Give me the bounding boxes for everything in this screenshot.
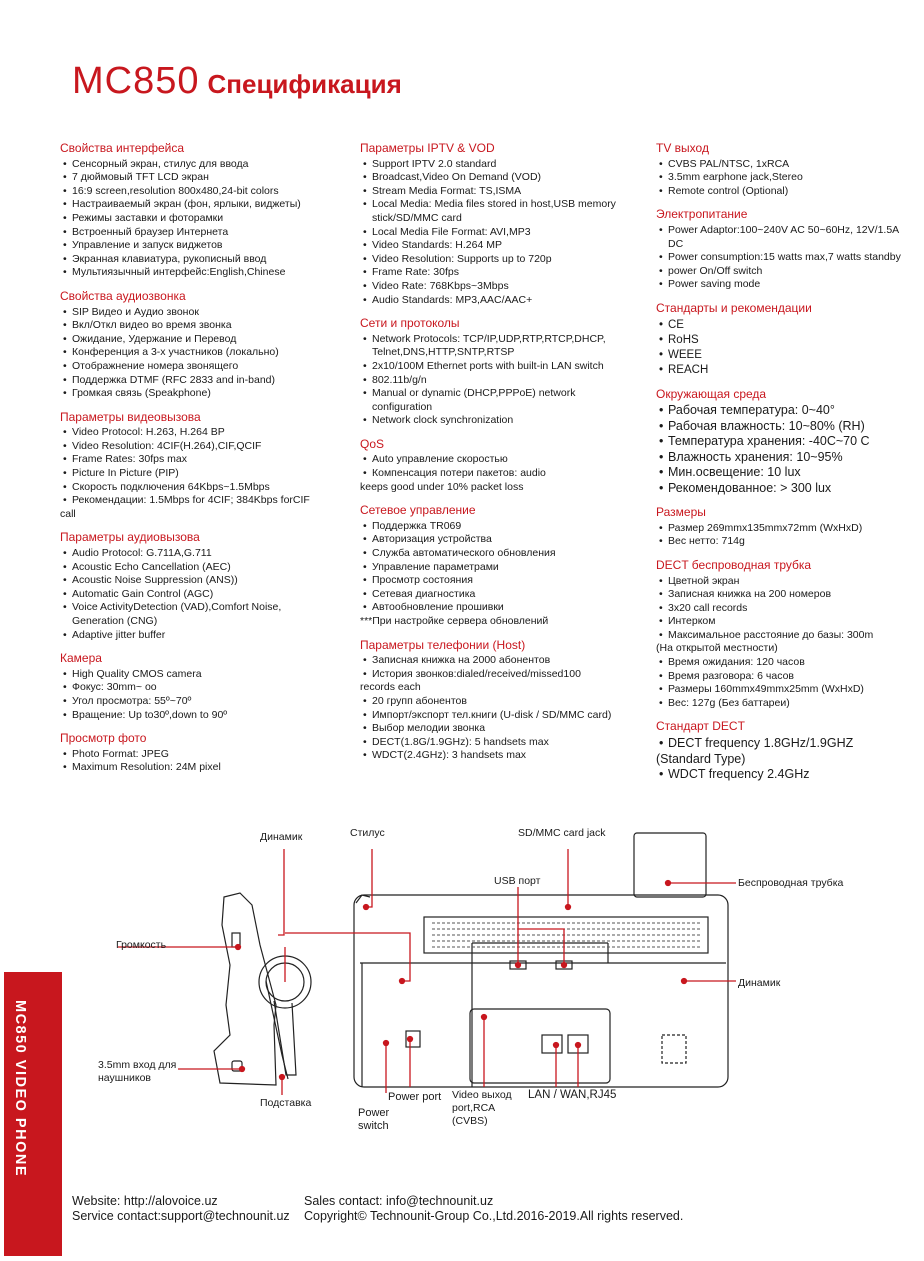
spec-item: • SIP Видео и Аудио звонок <box>60 306 330 320</box>
section-heading: Просмотр фото <box>60 731 147 746</box>
model-name: MC850 <box>72 60 200 102</box>
label-speaker-right: Динамик <box>738 977 781 989</box>
spec-list <box>60 547 330 642</box>
spec-list <box>360 158 625 308</box>
spec-item-continuation: keeps good under 10% packet loss <box>360 480 524 493</box>
spec-section <box>60 411 330 522</box>
label-volume: Громкость <box>116 939 167 951</box>
spec-item: • Скорость подключения 64Kbps~1.5Mbps <box>60 481 330 495</box>
spec-item: • Вес: 127g (Без баттареи) <box>656 697 901 711</box>
spec-item: • 16:9 screen,resolution 800x480,24-bit colors <box>60 185 330 199</box>
footer-copyright: Copyright© Technounit-Group Co.,Ltd.2016-2019.All rights reserved. <box>304 1209 684 1223</box>
spec-column-1 <box>60 142 330 785</box>
spec-item: • Support IPTV 2.0 standard <box>360 158 625 172</box>
spec-item: • Frame Rate: 30fps <box>360 266 625 280</box>
spec-item: • Photo Format: JPEG <box>60 748 330 762</box>
section-heading: Параметры аудиовызова <box>60 530 200 545</box>
section-heading: Свойства интерфейса <box>60 141 184 155</box>
spec-item: • 2x10/100M Ethernet ports with built-in LAN switch <box>360 360 625 374</box>
spec-item: • Voice ActivityDetection (VAD),Comfort Noise, Generation (CNG) <box>60 601 330 628</box>
spec-list <box>656 522 901 549</box>
footer-left <box>72 1194 290 1224</box>
footer-sales[interactable]: Sales contact: info@technounit.uz <box>304 1194 494 1208</box>
section-heading: Стандарты и рекомендации <box>656 300 812 315</box>
label-stylus: Стилус <box>350 827 385 839</box>
label-headphones: 3.5mm вход для наушников <box>98 1059 177 1084</box>
spec-section <box>656 720 901 782</box>
spec-item: • Video Rate: 768Kbps~3Mbps <box>360 280 625 294</box>
spec-item: • Просмотр состояния <box>360 574 625 588</box>
spec-item: • DECT(1.8G/1.9GHz): 5 handsets max <box>360 736 625 750</box>
spec-item: • Remote control (Optional) <box>656 185 901 199</box>
spec-item: • Настраиваемый экран (фон, ярлыки, виджеты) <box>60 198 330 212</box>
spec-item: • Влажность хранения: 10~95% <box>656 450 901 466</box>
spec-item: • Вес нетто: 714g <box>656 535 901 549</box>
spec-item: • 3.5mm earphone jack,Stereo <box>656 171 901 185</box>
spec-item: • Automatic Gain Control (AGC) <box>60 588 330 602</box>
spec-item: • Maximum Resolution: 24M pixel <box>60 761 330 775</box>
spec-item: • Импорт/экспорт тел.книги (U-disk / SD/MMC card) <box>360 709 625 723</box>
spec-item: • Audio Protocol: G.711A,G.711 <box>60 547 330 561</box>
side-banner <box>4 972 62 1256</box>
page-title <box>72 60 402 103</box>
spec-item: • 20 групп абонентов <box>360 695 625 709</box>
spec-item: • Максимальное расстояние до базы: 300m <box>656 629 901 643</box>
spec-item: • Цветной экран <box>656 575 901 589</box>
spec-item-continuation: (Standard Type) <box>656 751 746 766</box>
spec-section <box>656 559 901 711</box>
spec-list <box>60 748 330 775</box>
spec-item: • Frame Rates: 30fps max <box>60 453 330 467</box>
spec-item: • Power Adaptor:100~240V AC 50~60Hz, 12V/1.5A DC <box>656 224 901 251</box>
section-heading: Сети и протоколы <box>360 316 460 331</box>
spec-item: • Сенсорный экран, стилус для ввода <box>60 158 330 172</box>
spec-item: • Управление и запуск виджетов <box>60 239 330 253</box>
section-heading: QoS <box>360 436 385 451</box>
label-handset: Беспроводная трубка <box>738 877 844 889</box>
label-usb: USB порт <box>494 875 541 887</box>
spec-list <box>656 224 901 292</box>
spec-item: • Компенсация потери пакетов: audio <box>360 467 625 481</box>
spec-item: • 802.11b/g/n <box>360 374 625 388</box>
spec-item: • Поддержка TR069 <box>360 520 625 534</box>
spec-item: • Acoustic Noise Suppression (ANS)) <box>60 574 330 588</box>
handset <box>634 833 706 897</box>
label-lan: LAN / WAN,RJ45 <box>528 1089 617 1101</box>
spec-item: • Power consumption:15 watts max,7 watts standby <box>656 251 901 265</box>
spec-item: • 3x20 call records <box>656 602 901 616</box>
footer-right <box>304 1194 683 1224</box>
spec-list <box>656 575 901 711</box>
spec-column-3 <box>656 142 901 793</box>
spec-item: • История звонков:dialed/received/missed100 <box>360 668 625 682</box>
footer-service[interactable]: Service contact:support@technounit.uz <box>72 1209 290 1223</box>
spec-item: • Broadcast,Video On Demand (VOD) <box>360 171 625 185</box>
spec-item: • Local Media File Format: AVI,MP3 <box>360 226 625 240</box>
spec-item: • Угол просмотра: 55º~70º <box>60 695 330 709</box>
spec-item: • Рекомендации: 1.5Mbps for 4CIF; 384Kbps forCIF <box>60 494 330 508</box>
spec-section <box>60 732 330 775</box>
spec-section <box>60 142 330 280</box>
back-panel <box>470 1009 610 1083</box>
spec-item: • Auto управление скоростью <box>360 453 625 467</box>
spec-item: • Adaptive jitter buffer <box>60 629 330 643</box>
spec-item: • Выбор мелодии звонка <box>360 722 625 736</box>
section-heading: Электропитание <box>656 207 748 222</box>
spec-item: • WDCT frequency 2.4GHz <box>656 767 901 783</box>
spec-item: • Фокус: 30mm~ oo <box>60 681 330 695</box>
section-heading: Окружающая среда <box>656 386 767 401</box>
spec-section <box>360 438 625 494</box>
section-heading: Параметры IPTV & VOD <box>360 141 495 155</box>
spec-item: • Встроенный браузер Интернета <box>60 226 330 240</box>
label-sdcard: SD/MMC card jack <box>518 827 606 839</box>
section-heading: Размеры <box>656 505 706 520</box>
side-banner-text: MC850 VIDEO PHONE <box>12 1000 28 1177</box>
spec-section <box>656 208 901 292</box>
spec-section <box>60 290 330 401</box>
spec-item: • Audio Standards: MP3,AAC/AAC+ <box>360 294 625 308</box>
spec-list <box>60 158 330 280</box>
spec-list <box>360 333 625 428</box>
spec-item-continuation: records each <box>360 681 421 694</box>
spec-item: • Громкая связь (Speakphone) <box>60 387 330 401</box>
spec-item: • CE <box>656 318 901 333</box>
label-speaker-left: Динамик <box>260 831 303 843</box>
spec-item: • Записная книжка на 2000 абонентов <box>360 654 625 668</box>
spec-section <box>360 504 625 628</box>
spec-item: • Video Resolution: 4CIF(H.264),CIF,QCIF <box>60 440 330 454</box>
spec-item: • Служба автоматического обновления <box>360 547 625 561</box>
spec-list <box>360 520 625 629</box>
spec-item: • Интерком <box>656 615 901 629</box>
spec-section <box>656 142 901 198</box>
label-video-out: Video выход port,RCA (CVBS) <box>452 1089 512 1127</box>
spec-item: • Video Resolution: Supports up to 720p <box>360 253 625 267</box>
spec-item: • Время разговора: 6 часов <box>656 670 901 684</box>
spec-item: • Размер 269mmx135mmx72mm (WxHxD) <box>656 522 901 536</box>
section-heading: Стандарт DECT <box>656 719 745 734</box>
spec-item: • RoHS <box>656 333 901 348</box>
title-spec: Спецификация <box>207 69 402 99</box>
spec-item: • CVBS PAL/NTSC, 1xRCA <box>656 158 901 172</box>
spec-item: • Network clock synchronization <box>360 414 625 428</box>
spec-item: • WDCT(2.4GHz): 3 handsets max <box>360 749 625 763</box>
section-heading: Свойства аудиозвонка <box>60 288 186 303</box>
spec-item: • Вкл/Откл видео во время звонка <box>60 319 330 333</box>
device-diagram <box>90 825 860 1145</box>
spec-item-continuation: ***При настройке сервера обновлений <box>360 615 549 627</box>
spec-list <box>60 306 330 401</box>
spec-list <box>656 158 901 199</box>
spec-item: • Рабочая влажность: 10~80% (RH) <box>656 419 901 435</box>
spec-list <box>656 318 901 378</box>
spec-section <box>360 317 625 428</box>
spec-item: • Размеры 160mmx49mmx25mm (WxHxD) <box>656 683 901 697</box>
spec-item: • Отображнение номера звонящего <box>60 360 330 374</box>
spec-column-2 <box>360 142 625 773</box>
spec-item: • Авторизация устройства <box>360 533 625 547</box>
spec-item: • Рабочая температура: 0~40° <box>656 403 901 419</box>
spec-item-continuation: (На открытой местности) <box>656 642 778 655</box>
spec-item: • High Quality CMOS camera <box>60 668 330 682</box>
spec-section <box>60 652 330 722</box>
spec-list <box>656 736 901 783</box>
spec-item: • Local Media: Media files stored in host,USB memory stick/SD/MMC card <box>360 198 625 225</box>
spec-item: • Время ожидания: 120 часов <box>656 656 901 670</box>
spec-item: • Power saving mode <box>656 278 901 292</box>
spec-item: • WEEE <box>656 348 901 363</box>
spec-section <box>360 142 625 307</box>
spec-item: • Video Standards: H.264 MP <box>360 239 625 253</box>
spec-section <box>656 302 901 378</box>
spec-item: • power On/Off switch <box>656 265 901 279</box>
spec-item: • Video Protocol: H.263, H.264 BP <box>60 426 330 440</box>
label-stand: Подставка <box>260 1097 312 1109</box>
label-power-switch: Power switch <box>358 1107 390 1132</box>
section-heading: Параметры видеовызова <box>60 409 201 424</box>
section-heading: Камера <box>60 651 102 666</box>
spec-item: • Конференция а 3-х участников (локально) <box>60 346 330 360</box>
spec-section <box>656 388 901 497</box>
section-heading: Сетевое управление <box>360 503 476 518</box>
spec-list <box>656 403 901 496</box>
spec-item: • Вращение: Up to30º,down to 90º <box>60 709 330 723</box>
spec-item: • Сетевая диагностика <box>360 588 625 602</box>
footer-website[interactable]: Website: http://alovoice.uz <box>72 1194 218 1208</box>
spec-item: • DECT frequency 1.8GHz/1.9GHZ <box>656 736 901 752</box>
spec-item: • Мин.освещение: 10 lux <box>656 465 901 481</box>
label-power-port: Power port <box>388 1091 442 1103</box>
spec-item: • Ожидание, Удержание и Перевод <box>60 333 330 347</box>
section-heading: TV выход <box>656 141 709 155</box>
spec-item: • Network Protocols: TCP/IP,UDP,RTP,RTCP,DHCP, Telnet,DNS,HTTP,SNTP,RTSP <box>360 333 625 360</box>
section-heading: DECT беспроводная трубка <box>656 557 812 572</box>
spec-section <box>656 506 901 549</box>
spec-item: • Экранная клавиатура, рукописный ввод <box>60 253 330 267</box>
spec-item: • Stream Media Format: TS,ISMA <box>360 185 625 199</box>
spec-item: • Поддержка DTMF (RFC 2833 and in-band) <box>60 374 330 388</box>
spec-item: • Picture In Picture (PIP) <box>60 467 330 481</box>
spec-item: • Автообновление прошивки <box>360 601 625 615</box>
spec-item: • 7 дюймовый TFT LCD экран <box>60 171 330 185</box>
spec-item: • Управление параметрами <box>360 561 625 575</box>
speaker-grille <box>424 917 708 953</box>
spec-list <box>360 453 625 494</box>
spec-item-continuation: call <box>60 507 76 520</box>
spec-item: • Acoustic Echo Cancellation (AEC) <box>60 561 330 575</box>
section-heading: Параметры телефонии (Host) <box>360 637 526 652</box>
spec-list <box>60 668 330 722</box>
side-view-stand <box>274 1001 296 1075</box>
spec-item: • Температура хранения: -40С~70 С <box>656 434 901 450</box>
spec-item: • Manual or dynamic (DHCP,PPPoE) network configuration <box>360 387 625 414</box>
spec-list <box>360 654 625 763</box>
spec-item: • Записная книжка на 200 номеров <box>656 588 901 602</box>
spec-item: • REACH <box>656 363 901 378</box>
spec-section <box>60 531 330 642</box>
spec-item: • Рекомендованное: > 300 lux <box>656 481 901 497</box>
spec-item: • Режимы заставки и фоторамки <box>60 212 330 226</box>
spec-item: • Мультиязычный интерфейс:English,Chinese <box>60 266 330 280</box>
spec-list <box>60 426 330 521</box>
spec-section <box>360 639 625 763</box>
